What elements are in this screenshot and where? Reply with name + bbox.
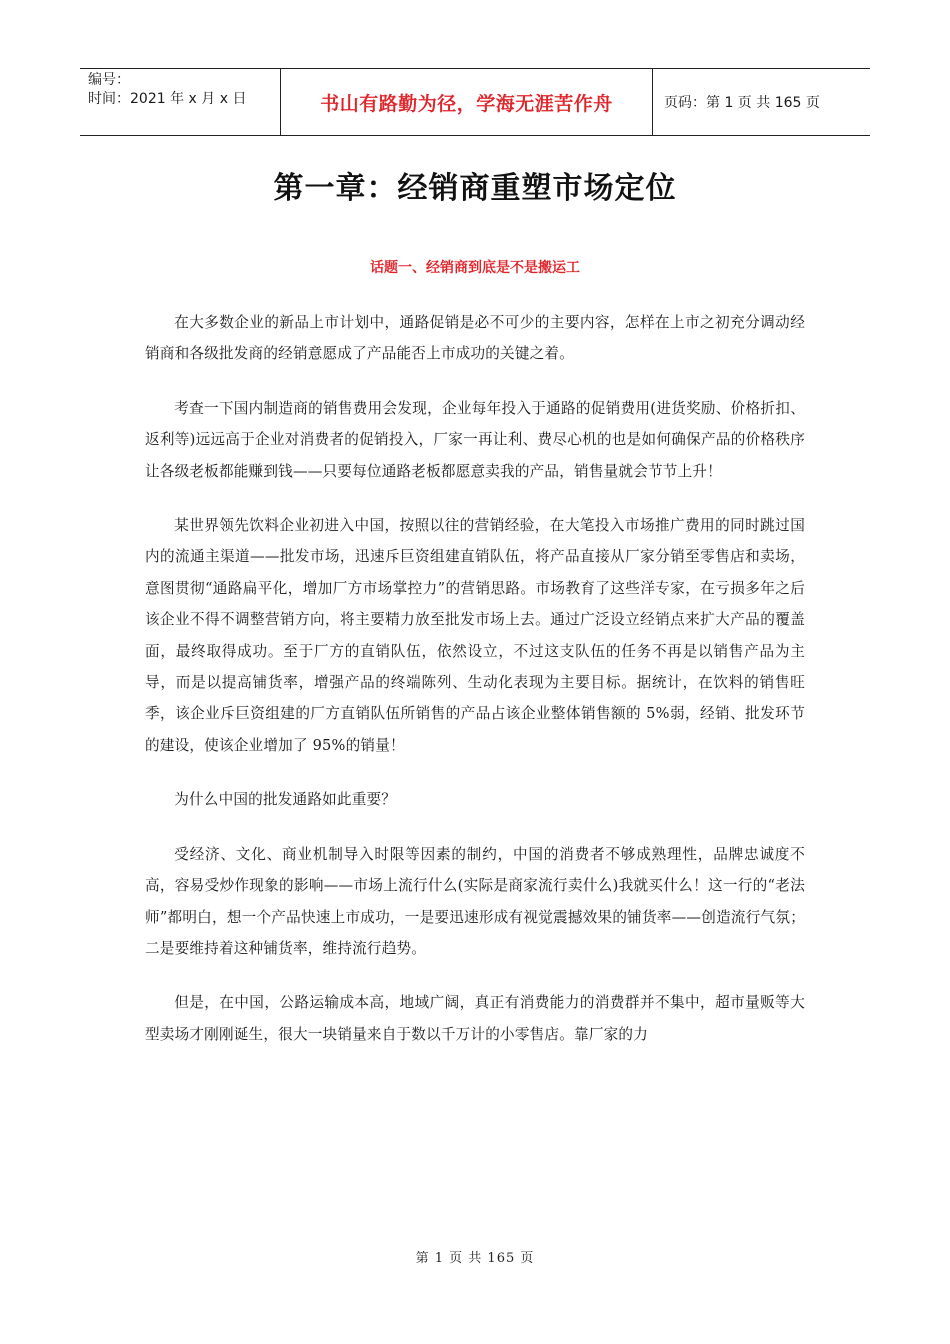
header-page-info: 页码：第 1 页 共 165 页	[664, 95, 820, 111]
header-meta-cell	[80, 69, 281, 135]
number-label: 编号：	[88, 72, 130, 88]
paragraph: 某世界领先饮料企业初进入中国，按照以往的营销经验，在大笔投入市场推广费用的同时跳过国内的流通主渠道——批发市场，迅速斥巨资组建直销队伍，将产品直接从厂家分销至零售店和卖场，意图贯彻“通路扁平化，增加厂方市场掌控力”的营销思路。市场教育了这些洋专家，在亏损多年之后该企业不得不调整营销方向，将主要精力放至批发市场上去。通过广泛设立经销点来扩大产品的覆盖面，最终取得成功。至于厂方的直销队伍，依然设立，不过这支队伍的任务不再是以销售产品为主导，而是以提高铺货率，增强产品的终端陈列、生动化表现为主要目标。据统计，在饮料的销售旺季，该企业斥巨资组建的厂方直销队伍所销售的产品占该企业整体销售额的 5%弱，经销、批发环节的建设，使该企业增加了 95%的销量！	[145, 517, 805, 754]
body-text	[145, 307, 805, 1073]
time-label: 时间：2021 年 x 月 x 日	[88, 91, 247, 107]
paragraph: 受经济、文化、商业机制导入时限等因素的制约，中国的消费者不够成熟理性，品牌忠诚度不高，容易受炒作现象的影响——市场上流行什么(实际是商家流行卖什么)我就买什么！这一行的“老法师”都明白，想一个产品快速上市成功，一是要迅速形成有视觉震撼效果的铺货率——创造流行气氛；二是要维持着这种铺货率，维持流行趋势。	[145, 845, 805, 957]
paragraph: 在大多数企业的新品上市计划中，通路促销是必不可少的主要内容，怎样在上市之初充分调动经销商和各级批发商的经销意愿成了产品能否上市成功的关键之着。	[145, 314, 805, 363]
header-motto: 书山有路勤为径，学海无涯苦作舟	[281, 69, 653, 135]
topic-title: 话题一、经销商到底是不是搬运工	[370, 260, 580, 276]
page-footer: 第 1 页 共 165 页	[415, 1251, 535, 1266]
paragraph: 为什么中国的批发通路如此重要？	[174, 791, 397, 809]
header-table	[80, 68, 870, 136]
chapter-title: 第一章：经销商重塑市场定位	[273, 171, 677, 206]
paragraph: 但是，在中国，公路运输成本高，地域广阔，真正有消费能力的消费群并不集中，超市量贩等大型卖场才刚刚诞生，很大一块销量来自于数以千万计的小零售店。靠厂家的力	[145, 994, 805, 1043]
paragraph: 考查一下国内制造商的销售费用会发现，企业每年投入于通路的促销费用(进货奖励、价格折扣、返利等)远远高于企业对消费者的促销投入，厂家一再让利、费尽心机的也是如何确保产品的价格秩序让各级老板都能赚到钱——只要每位通路老板都愿意卖我的产品，销售量就会节节上升！	[145, 399, 805, 480]
